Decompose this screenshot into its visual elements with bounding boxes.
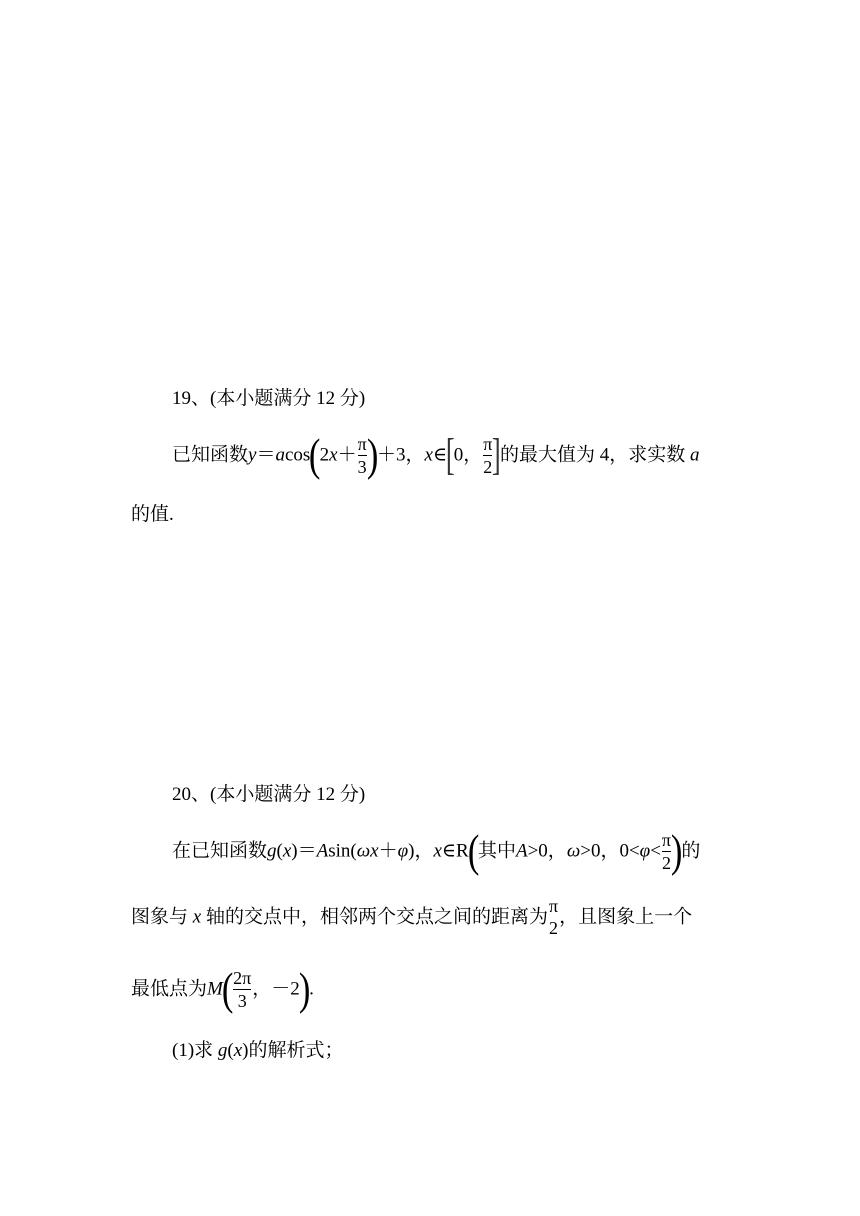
question-19-line-1 bbox=[172, 429, 700, 480]
q20-text-graph: 图象与 bbox=[131, 906, 189, 928]
q20-close: )， bbox=[408, 840, 434, 862]
fraction-denominator: 2 bbox=[549, 918, 559, 938]
q20-var-omega-2: ω bbox=[566, 840, 581, 862]
q20-var-A-2: A bbox=[515, 840, 528, 862]
fraction-pi-over-2 bbox=[549, 897, 558, 937]
q19-element-of: ∈ bbox=[432, 444, 448, 466]
q20-part-1-label: (1)求 bbox=[172, 1040, 214, 1061]
right-paren: ) bbox=[298, 963, 311, 1014]
q20-text-lowest: ，且图象上一个 bbox=[559, 906, 693, 928]
fraction-denominator: 3 bbox=[237, 990, 247, 1011]
fraction-denominator: 2 bbox=[661, 852, 671, 873]
q20-de: 的 bbox=[681, 840, 701, 862]
right-paren: ) bbox=[366, 429, 379, 480]
q20-text-intro: 在已知函数 bbox=[172, 840, 268, 862]
q20-sin: sin( bbox=[328, 840, 357, 862]
q20-var-x-3: x bbox=[433, 840, 442, 862]
q19-var-y: y bbox=[248, 444, 257, 466]
left-paren: ( bbox=[221, 963, 234, 1014]
q20-var-x: x bbox=[282, 840, 292, 862]
q20-var-phi: φ bbox=[397, 840, 409, 862]
question-20-header: 20、(本小题满分 12 分) bbox=[172, 784, 366, 805]
q20-period: . bbox=[309, 978, 314, 1000]
q20-var-A: A bbox=[316, 840, 329, 862]
q20-part-1-text: 的解析式； bbox=[248, 1040, 344, 1061]
fraction-pi-over-2 bbox=[483, 435, 492, 476]
q20-in-R: ∈R bbox=[441, 840, 469, 862]
q19-zero: 0， bbox=[453, 444, 483, 466]
q20-gt-0-b: >0，0< bbox=[580, 840, 640, 862]
left-bracket: [ bbox=[445, 430, 455, 479]
fraction-denominator: 3 bbox=[357, 456, 367, 477]
fraction-denominator: 2 bbox=[483, 456, 493, 477]
fraction-numerator: π bbox=[548, 896, 559, 916]
right-paren: ) bbox=[670, 825, 683, 876]
question-20-line-1 bbox=[172, 825, 701, 876]
left-paren: ( bbox=[309, 429, 321, 480]
q20-var-x-2: x bbox=[370, 840, 379, 862]
q19-equals: ＝ bbox=[256, 444, 276, 466]
q20-var-M: M bbox=[207, 978, 223, 1000]
fraction-pi-over-3 bbox=[358, 435, 367, 476]
fraction-numerator: π bbox=[483, 433, 493, 454]
q19-var-a: a bbox=[275, 444, 285, 466]
q20-open-paren: ( bbox=[276, 840, 283, 862]
q19-cos: cos bbox=[284, 444, 311, 466]
q20-where: 其中 bbox=[477, 840, 516, 862]
q19-var-x: x bbox=[329, 444, 338, 466]
question-20-line-3 bbox=[131, 963, 314, 1014]
q20-var-g: g bbox=[267, 840, 277, 862]
q20-var-x-axis: x bbox=[192, 906, 202, 928]
q20-lt: < bbox=[650, 840, 661, 862]
q20-close-paren: ) bbox=[291, 840, 298, 862]
q19-var-a-2: a bbox=[689, 444, 700, 466]
q20-minus-2: ，－2 bbox=[252, 978, 300, 1000]
q19-plus: ＋ bbox=[337, 444, 357, 466]
q19-var-x-2: x bbox=[424, 444, 433, 466]
q20-equals: ＝ bbox=[297, 840, 317, 862]
q19-text-max: 的最大值为 4，求实数 bbox=[499, 444, 686, 466]
fraction-numerator: 2π bbox=[233, 967, 252, 988]
left-paren: ( bbox=[467, 825, 480, 876]
q20-var-x-4: x bbox=[233, 1040, 243, 1061]
q20-var-omega: ω bbox=[356, 840, 371, 862]
q20-var-phi-2: φ bbox=[639, 840, 651, 862]
q19-plus-3: ＋3， bbox=[377, 444, 425, 466]
q20-var-g-2: g bbox=[217, 1040, 228, 1061]
q20-text-distance: 轴的交点中，相邻两个交点之间的距离为 bbox=[205, 906, 548, 928]
fraction-numerator: π bbox=[357, 433, 367, 454]
right-bracket: ] bbox=[492, 430, 502, 479]
question-20-part-1: (1)求 g(x)的解析式； bbox=[172, 1040, 344, 1061]
q20-gt-0: >0， bbox=[527, 840, 567, 862]
q19-coef-2: 2 bbox=[319, 444, 330, 466]
question-19-header: 19、(本小题满分 12 分) bbox=[172, 388, 366, 409]
question-20-line-2 bbox=[131, 897, 692, 937]
q20-text-min-point: 最低点为 bbox=[131, 978, 208, 1000]
fraction-2pi-over-3 bbox=[233, 969, 251, 1010]
q20-plus: ＋ bbox=[378, 840, 398, 862]
q19-text-intro: 已知函数 bbox=[172, 444, 249, 466]
fraction-numerator: π bbox=[661, 829, 671, 850]
fraction-pi-over-2 bbox=[662, 831, 671, 872]
question-19-line-2: 的值. bbox=[131, 504, 174, 525]
